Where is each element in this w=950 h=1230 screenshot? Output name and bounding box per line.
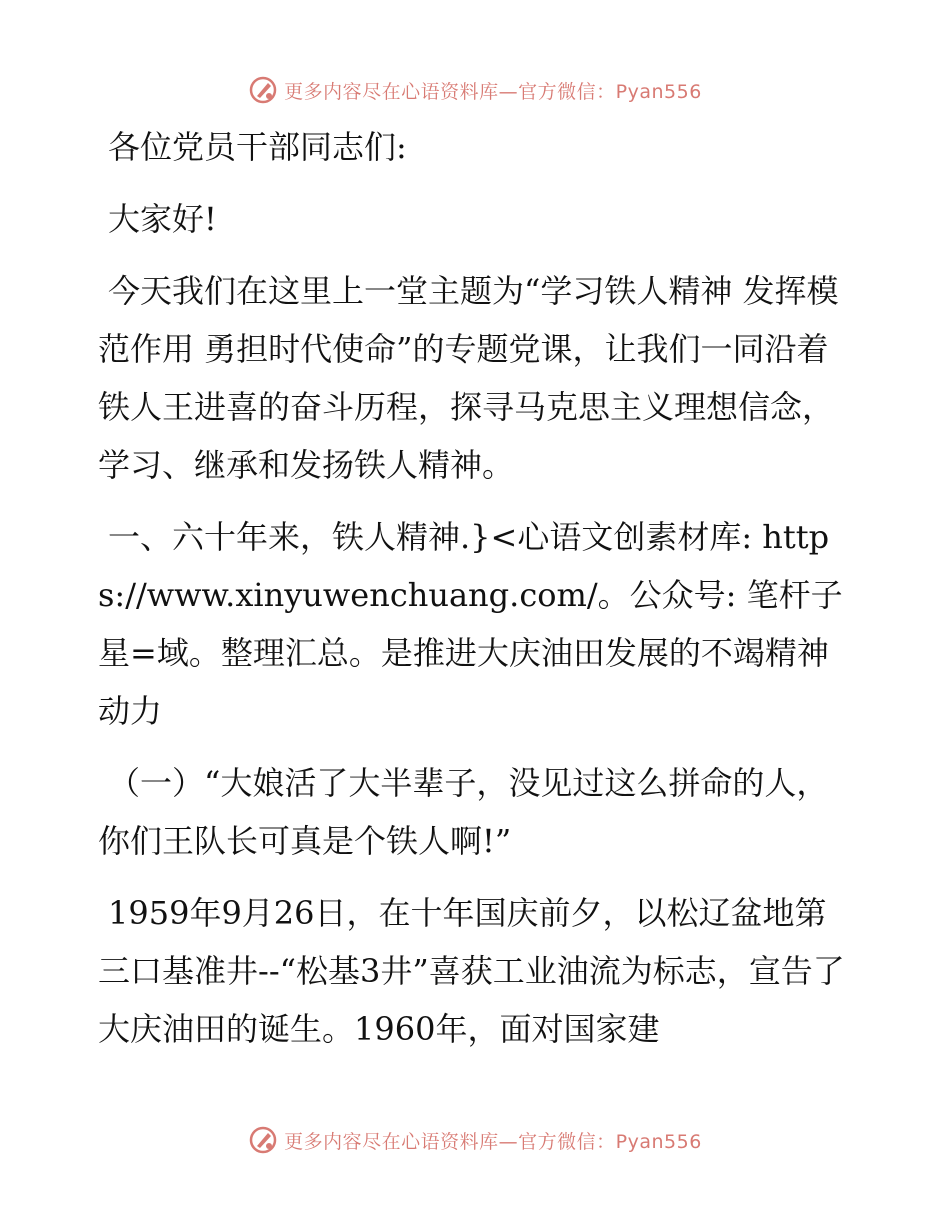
header-watermark xyxy=(0,72,950,108)
greeting: 大家好! xyxy=(108,200,217,238)
section-heading: 一、六十年来，铁人精神.}<心语文创素材库: https://www.xinyuwenchuang.com/。公众号: 笔杆子星=域。整理汇总。是推进大庆油田发展的不竭精神动力 xyxy=(98,518,843,730)
paragraph: 1959年9月26日，在十年国庆前夕，以松辽盆地第三口基准井--“松基3井”喜获工业油流为标志，宣告了大庆油田的诞生。1960年，面对国家建 xyxy=(98,894,845,1048)
pen-logo-icon xyxy=(248,75,278,105)
salutation: 各位党员干部同志们: xyxy=(108,128,407,166)
pen-logo-icon xyxy=(248,1125,278,1155)
document-body xyxy=(98,118,858,1072)
paragraph: 今天我们在这里上一堂主题为“学习铁人精神 发挥模范作用 勇担时代使命”的专题党课，让我们一同沿着铁人王进喜的奋斗历程，探寻马克思主义理想信念，学习、继承和发扬铁人精神。 xyxy=(98,272,839,484)
subsection-heading: （一）“大娘活了大半辈子，没见过这么拼命的人，你们王队长可真是个铁人啊!” xyxy=(98,764,829,860)
watermark-text: 更多内容尽在心语资料库—官方微信：Pyan556 xyxy=(284,1130,702,1153)
footer-watermark xyxy=(0,1122,950,1158)
watermark-text: 更多内容尽在心语资料库—官方微信：Pyan556 xyxy=(284,80,702,103)
